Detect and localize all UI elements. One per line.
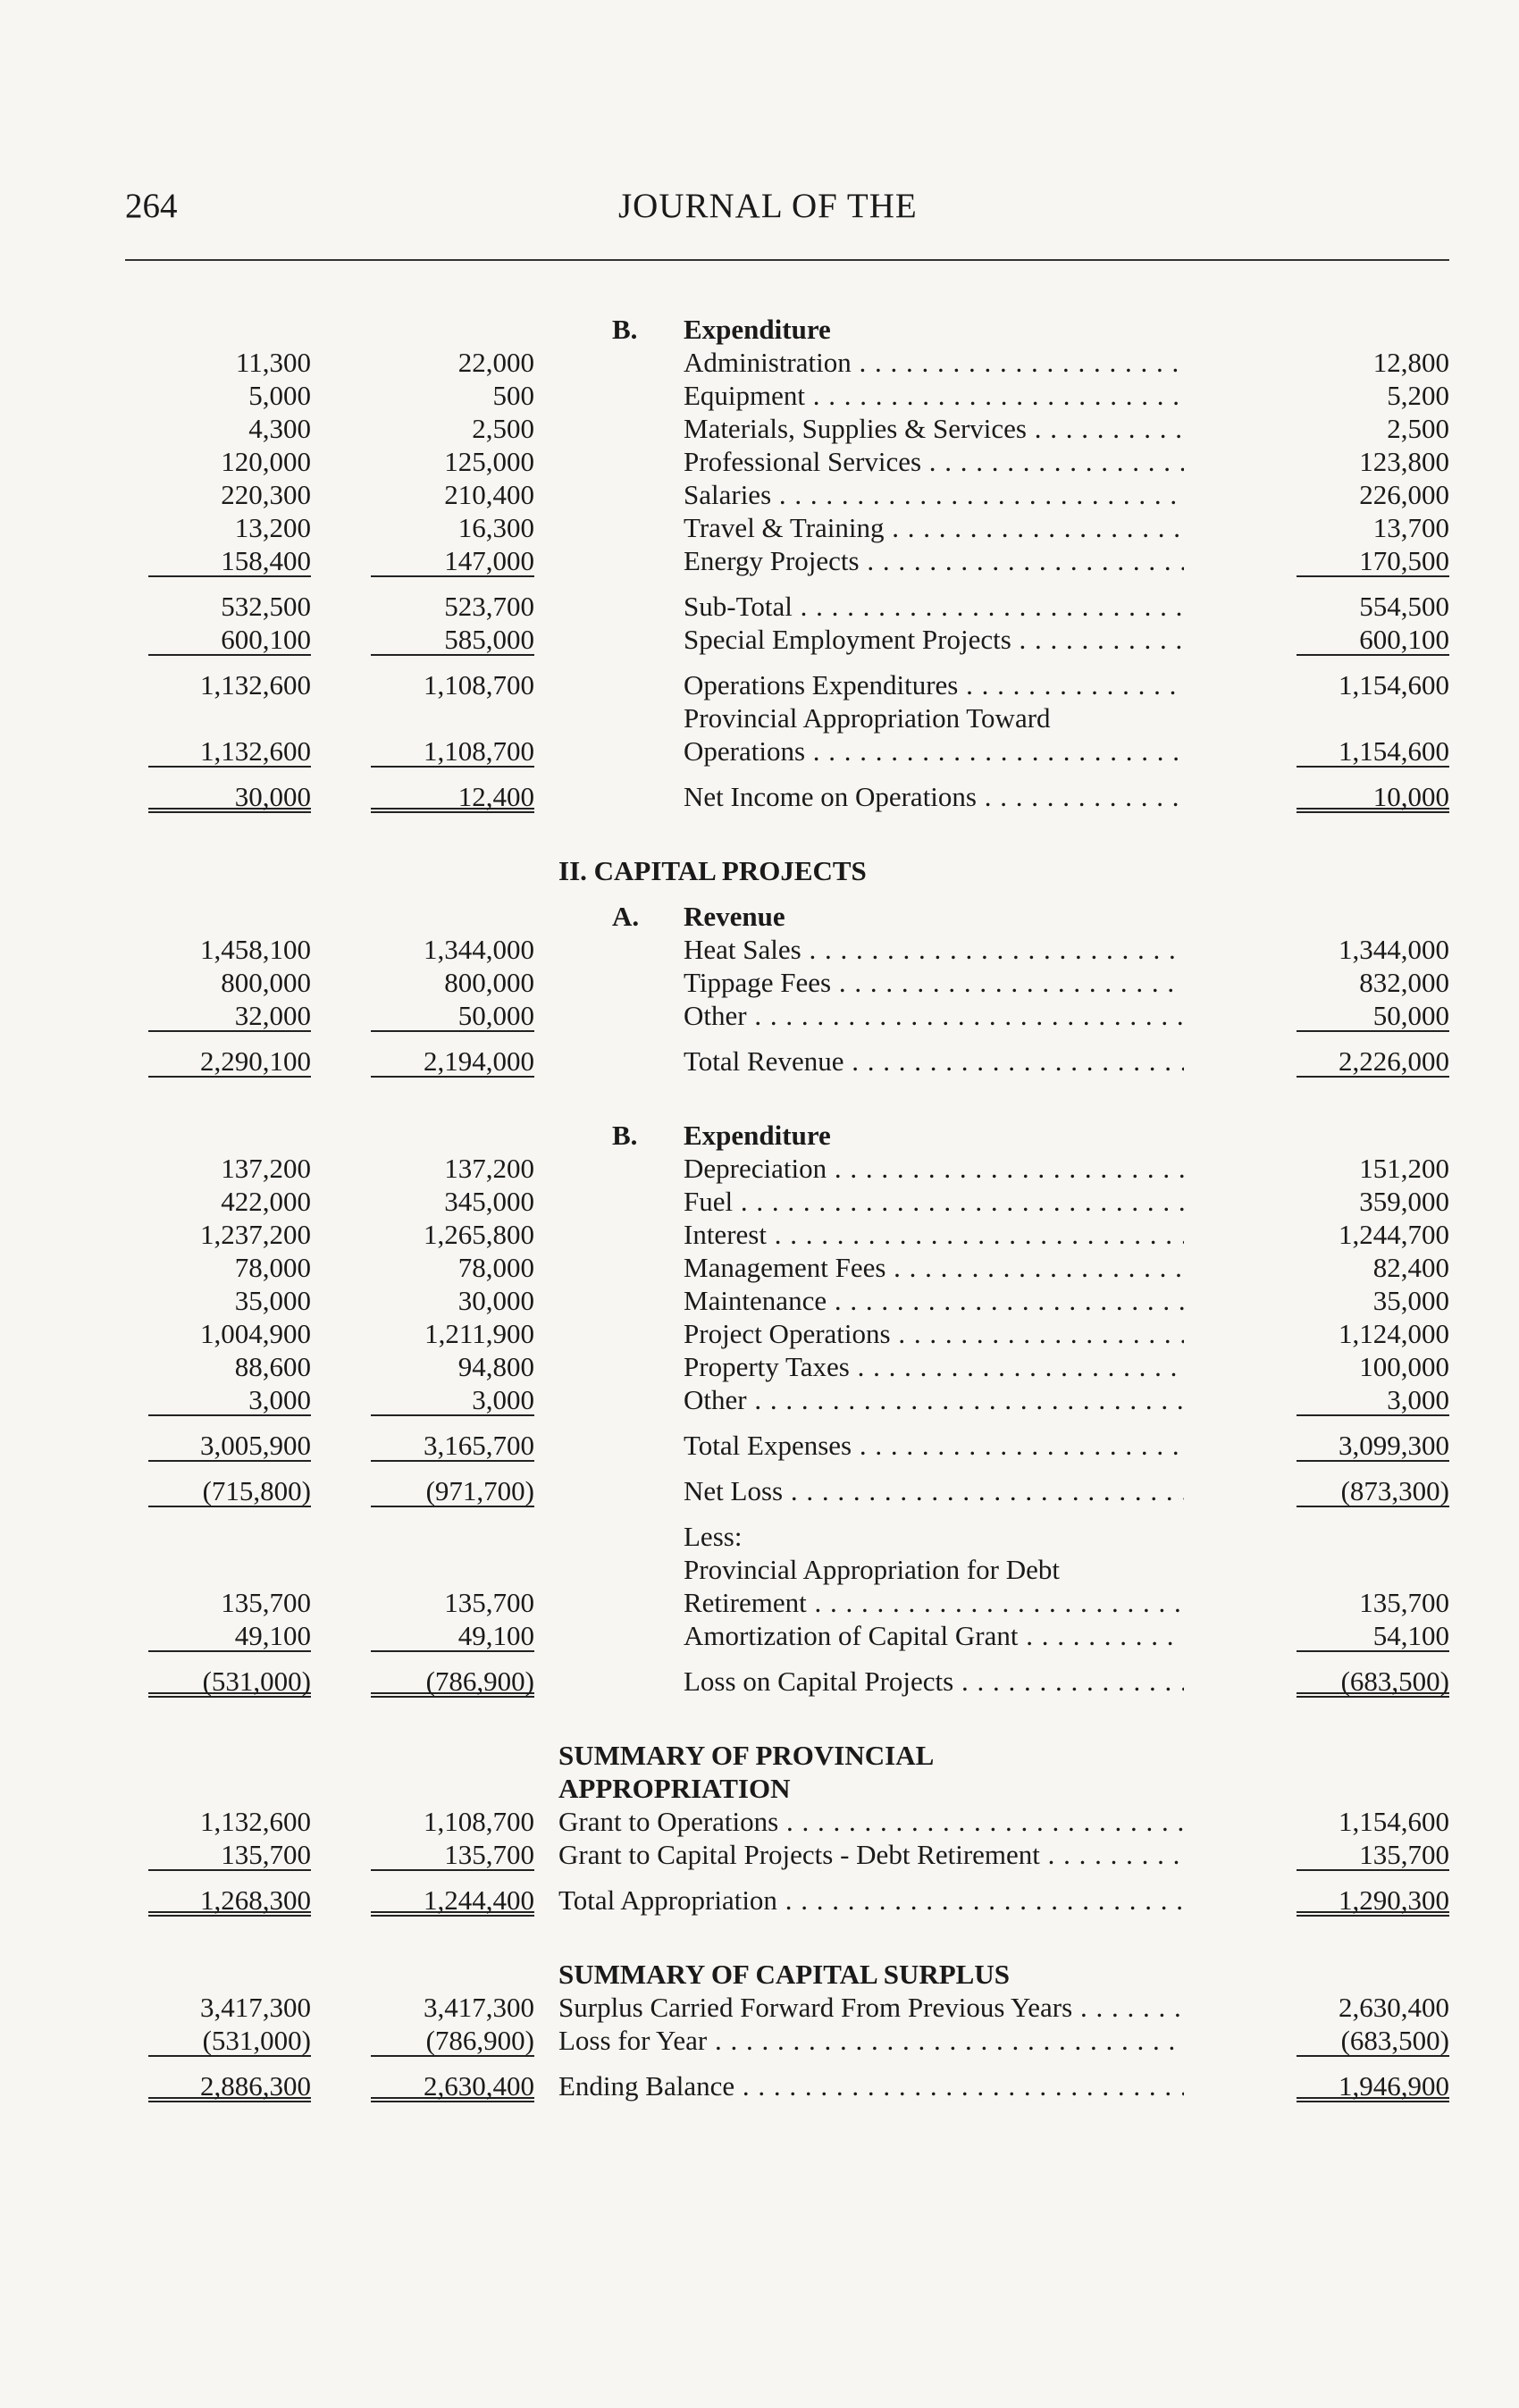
value-column-2: 135,700 <box>371 1838 534 1871</box>
value-column-1: 1,458,100 <box>200 934 311 965</box>
value-column-3: 170,500 <box>1297 544 1449 577</box>
value-column-2: 585,000 <box>371 623 534 656</box>
value-column-3: 1,154,600 <box>1339 1806 1449 1837</box>
line-label-text: Salaries . . . <box>684 478 1184 511</box>
value-column-2: 2,194,000 <box>371 1045 534 1078</box>
value-column-1: 4,300 <box>248 413 311 444</box>
line-label <box>684 478 1184 511</box>
statement-row <box>125 900 1449 933</box>
statement-row <box>125 590 1449 623</box>
line-label-text: Operations . . . <box>684 734 1184 768</box>
value-column-3: 151,200 <box>1359 1153 1449 1184</box>
line-label-text: Equipment . . . <box>684 379 1184 412</box>
line-label <box>684 544 1184 577</box>
line-label-text: Special Employment Projects . . . <box>684 623 1184 656</box>
section-heading: Revenue <box>684 901 785 932</box>
value-column-3: 2,630,400 <box>1339 1992 1449 2023</box>
row-spacer <box>125 1078 1449 1119</box>
line-label-text: Net Income on Operations . . . <box>684 780 1184 813</box>
statement-row <box>125 379 1449 412</box>
line-label-text: Energy Projects . . . <box>684 544 1184 577</box>
value-column-2: 2,500 <box>472 413 534 444</box>
line-label <box>558 1838 1184 1871</box>
value-column-1: 1,237,200 <box>200 1219 311 1250</box>
line-label <box>684 1317 1184 1350</box>
section-letter: B. <box>612 1120 638 1151</box>
value-column-2: 94,800 <box>457 1351 534 1382</box>
line-label <box>684 412 1184 445</box>
value-column-1: 532,500 <box>221 591 311 622</box>
value-column-2: 16,300 <box>457 512 534 543</box>
statement-row <box>125 623 1449 656</box>
statement-row <box>125 1772 1449 1805</box>
line-label-text: Travel & Training . . . <box>684 511 1184 544</box>
line-label <box>684 1185 1184 1218</box>
statement-row <box>125 1553 1449 1619</box>
statement-row <box>125 445 1449 478</box>
value-column-1: 1,004,900 <box>200 1318 311 1349</box>
statement-row <box>125 668 1449 701</box>
section-title: SUMMARY OF PROVINCIAL <box>558 1740 935 1771</box>
line-label-text: Maintenance . . . <box>684 1284 1184 1317</box>
line-label-text: Heat Sales . . . <box>684 933 1184 966</box>
statement-row <box>125 966 1449 999</box>
line-label <box>684 379 1184 412</box>
value-column-2: 523,700 <box>444 591 534 622</box>
row-spacer <box>125 1462 1449 1474</box>
line-label-text: Sub-Total . . . <box>684 590 1184 623</box>
value-column-3: 359,000 <box>1359 1186 1449 1217</box>
line-label <box>558 1805 1184 1838</box>
statement-row <box>125 1805 1449 1838</box>
value-column-3: 1,244,700 <box>1339 1219 1449 1250</box>
value-column-2: 49,100 <box>371 1619 534 1652</box>
value-column-3: 100,000 <box>1359 1351 1449 1382</box>
statement-row <box>125 1991 1449 2024</box>
line-label <box>558 2069 1184 2102</box>
value-column-3: 54,100 <box>1297 1619 1449 1652</box>
value-column-1: 1,268,300 <box>148 1884 311 1917</box>
line-label <box>684 1383 1184 1416</box>
line-label <box>684 346 1184 379</box>
value-column-3: 3,000 <box>1297 1383 1449 1416</box>
line-label <box>558 2024 1184 2057</box>
value-column-1: 11,300 <box>235 347 311 378</box>
row-spacer <box>125 1507 1449 1520</box>
line-label-text: Total Expenses . . . <box>684 1429 1184 1462</box>
value-column-3: 13,700 <box>1372 512 1449 543</box>
value-column-1: 13,200 <box>234 512 311 543</box>
statement-row <box>125 1838 1449 1871</box>
value-column-2: 1,265,800 <box>424 1219 534 1250</box>
line-label-text: Professional Services . . . <box>684 445 1184 478</box>
value-column-1: 1,132,600 <box>200 669 311 701</box>
line-label <box>684 1284 1184 1317</box>
line-label-text: Retirement . . . <box>684 1586 1184 1619</box>
line-label <box>684 1553 1184 1619</box>
statement-row <box>125 854 1449 887</box>
value-column-3: 5,200 <box>1387 380 1449 411</box>
statement-row <box>125 1317 1449 1350</box>
value-column-2: 135,700 <box>444 1587 534 1618</box>
line-label-text: Total Revenue . . . <box>684 1045 1184 1078</box>
statement-row <box>125 701 1449 768</box>
value-column-1: 49,100 <box>148 1619 311 1652</box>
line-label-first: Provincial Appropriation Toward <box>684 702 1051 734</box>
row-spacer <box>125 1698 1449 1739</box>
statement-row <box>125 1119 1449 1152</box>
value-column-1: 3,000 <box>148 1383 311 1416</box>
row-spacer <box>125 1871 1449 1884</box>
statement-row <box>125 412 1449 445</box>
statement-row <box>125 999 1449 1032</box>
value-column-1: 88,600 <box>234 1351 311 1382</box>
financial-statement <box>125 313 1449 2102</box>
section-title: II. CAPITAL PROJECTS <box>558 855 867 886</box>
value-column-2: 22,000 <box>457 347 534 378</box>
value-column-1: 3,417,300 <box>200 1992 311 2023</box>
statement-row <box>125 780 1449 813</box>
statement-row <box>125 2024 1449 2057</box>
value-column-2: 2,630,400 <box>371 2069 534 2102</box>
value-column-2: 12,400 <box>371 780 534 813</box>
line-label-text: Grant to Operations . . . <box>558 1805 1184 1838</box>
value-column-1: 220,300 <box>221 479 311 510</box>
value-column-2: 3,165,700 <box>371 1429 534 1462</box>
statement-row <box>125 1739 1449 1772</box>
value-column-3: 3,099,300 <box>1297 1429 1449 1462</box>
statement-row <box>125 1520 1449 1553</box>
value-column-2: 1,108,700 <box>424 1806 534 1837</box>
value-column-3: 135,700 <box>1297 1838 1449 1871</box>
line-label-text: Management Fees . . . <box>684 1251 1184 1284</box>
statement-row <box>125 511 1449 544</box>
section-title: SUMMARY OF CAPITAL SURPLUS <box>558 1959 1010 1990</box>
value-column-1: 600,100 <box>148 623 311 656</box>
value-column-1: 78,000 <box>234 1252 311 1283</box>
value-column-1: 30,000 <box>148 780 311 813</box>
value-column-2: 50,000 <box>371 999 534 1032</box>
statement-row <box>125 1619 1449 1652</box>
line-label <box>684 1251 1184 1284</box>
statement-row <box>125 933 1449 966</box>
value-column-2: 1,108,700 <box>424 669 534 701</box>
statement-row <box>125 313 1449 346</box>
value-column-3: 2,500 <box>1387 413 1449 444</box>
value-column-3: 226,000 <box>1359 479 1449 510</box>
value-column-3: 10,000 <box>1297 780 1449 813</box>
value-column-1: 2,886,300 <box>148 2069 311 2102</box>
section-letter: B. <box>612 314 638 345</box>
value-column-2: 137,200 <box>444 1153 534 1184</box>
value-column-3: 50,000 <box>1297 999 1449 1032</box>
line-label-text: Fuel . . . <box>684 1185 1184 1218</box>
row-spacer <box>125 1652 1449 1665</box>
value-column-1: (531,000) <box>148 2024 311 2057</box>
line-label-text: Administration . . . <box>684 346 1184 379</box>
line-label <box>684 966 1184 999</box>
value-column-1: (715,800) <box>148 1474 311 1507</box>
line-label-text: Amortization of Capital Grant . . . <box>684 1619 1184 1652</box>
line-label-text: Project Operations . . . <box>684 1317 1184 1350</box>
statement-row <box>125 1429 1449 1462</box>
value-column-1: 3,005,900 <box>148 1429 311 1462</box>
value-column-1: 135,700 <box>221 1587 311 1618</box>
value-column-3: (683,500) <box>1297 2024 1449 2057</box>
row-spacer <box>125 577 1449 590</box>
row-spacer <box>125 1032 1449 1045</box>
value-column-3: 35,000 <box>1372 1285 1449 1316</box>
value-column-1: 137,200 <box>221 1153 311 1184</box>
line-label <box>684 511 1184 544</box>
value-column-2: 3,417,300 <box>424 1992 534 2023</box>
value-column-1: 35,000 <box>234 1285 311 1316</box>
row-spacer <box>125 1917 1449 1958</box>
value-column-2: 1,211,900 <box>424 1318 534 1349</box>
running-head: JOURNAL OF THE <box>618 187 918 225</box>
header-rule <box>125 259 1449 261</box>
value-column-1: 158,400 <box>148 544 311 577</box>
section-title: APPROPRIATION <box>558 1773 791 1804</box>
statement-row <box>125 2069 1449 2102</box>
line-label-text: Surplus Carried Forward From Previous Years . . . <box>558 1991 1184 2024</box>
value-column-3: 12,800 <box>1372 347 1449 378</box>
value-column-2: 210,400 <box>444 479 534 510</box>
line-label <box>684 1429 1184 1462</box>
line-label-text: Property Taxes . . . <box>684 1350 1184 1383</box>
value-column-3: 123,800 <box>1359 446 1449 477</box>
line-label-text: Operations Expenditures . . . <box>684 668 1184 701</box>
row-spacer <box>125 2057 1449 2069</box>
line-label <box>684 780 1184 813</box>
statement-row <box>125 346 1449 379</box>
value-column-1: 135,700 <box>148 1838 311 1871</box>
line-label: Less: <box>684 1521 743 1552</box>
statement-row <box>125 1665 1449 1698</box>
value-column-3: 1,290,300 <box>1297 1884 1449 1917</box>
section-heading: Expenditure <box>684 1120 831 1151</box>
line-label <box>684 701 1184 768</box>
line-label-text: Other . . . <box>684 999 1184 1032</box>
value-column-2: 30,000 <box>457 1285 534 1316</box>
statement-row <box>125 1350 1449 1383</box>
statement-row <box>125 1218 1449 1251</box>
line-label <box>684 668 1184 701</box>
line-label-text: Materials, Supplies & Services . . . <box>684 412 1184 445</box>
value-column-1: 422,000 <box>221 1186 311 1217</box>
section-heading: Expenditure <box>684 314 831 345</box>
value-column-2: 3,000 <box>371 1383 534 1416</box>
statement-row <box>125 1474 1449 1507</box>
value-column-3: 832,000 <box>1359 967 1449 998</box>
value-column-2: (786,900) <box>371 2024 534 2057</box>
line-label <box>684 933 1184 966</box>
line-label-text: Loss on Capital Projects . . . <box>684 1665 1184 1698</box>
value-column-3: (873,300) <box>1297 1474 1449 1507</box>
section-letter: A. <box>612 901 640 932</box>
statement-row <box>125 1251 1449 1284</box>
line-label <box>684 1152 1184 1185</box>
value-column-3: 2,226,000 <box>1297 1045 1449 1078</box>
line-label-text: Net Loss . . . <box>684 1474 1184 1507</box>
line-label-text: Ending Balance . . . <box>558 2069 1184 2102</box>
value-column-1: 120,000 <box>221 446 311 477</box>
statement-row <box>125 1284 1449 1317</box>
line-label-text: Tippage Fees . . . <box>684 966 1184 999</box>
row-spacer <box>125 813 1449 854</box>
value-column-2: 1,344,000 <box>424 934 534 965</box>
value-column-1: 800,000 <box>221 967 311 998</box>
line-label <box>558 1884 1184 1917</box>
line-label-text: Interest . . . <box>684 1218 1184 1251</box>
row-spacer <box>125 1416 1449 1429</box>
row-spacer <box>125 768 1449 780</box>
value-column-3: 1,154,600 <box>1297 734 1449 768</box>
value-column-2: 1,244,400 <box>371 1884 534 1917</box>
value-column-3: 1,124,000 <box>1339 1318 1449 1349</box>
row-spacer <box>125 887 1449 900</box>
line-label <box>684 999 1184 1032</box>
line-label-text: Other . . . <box>684 1383 1184 1416</box>
statement-row <box>125 1383 1449 1416</box>
value-column-1: 2,290,100 <box>148 1045 311 1078</box>
value-column-2: 800,000 <box>444 967 534 998</box>
line-label <box>684 1619 1184 1652</box>
value-column-3: 1,344,000 <box>1339 934 1449 965</box>
value-column-3: 1,154,600 <box>1339 669 1449 701</box>
row-spacer <box>125 656 1449 668</box>
line-label <box>684 1218 1184 1251</box>
line-label-text: Depreciation . . . <box>684 1152 1184 1185</box>
line-label <box>558 1991 1184 2024</box>
value-column-2: 78,000 <box>457 1252 534 1283</box>
value-column-3: 135,700 <box>1359 1587 1449 1618</box>
value-column-2: 1,108,700 <box>371 734 534 768</box>
value-column-1: (531,000) <box>148 1665 311 1698</box>
statement-row <box>125 1884 1449 1917</box>
line-label <box>684 623 1184 656</box>
statement-row <box>125 1185 1449 1218</box>
value-column-3: 600,100 <box>1297 623 1449 656</box>
line-label <box>684 1350 1184 1383</box>
line-label <box>684 1665 1184 1698</box>
value-column-1: 5,000 <box>248 380 311 411</box>
statement-row <box>125 1045 1449 1078</box>
value-column-2: (971,700) <box>371 1474 534 1507</box>
line-label-text: Total Appropriation . . . <box>558 1884 1184 1917</box>
line-label-first: Provincial Appropriation for Debt <box>684 1554 1060 1585</box>
line-label-text: Loss for Year . . . <box>558 2024 1184 2057</box>
value-column-3: (683,500) <box>1297 1665 1449 1698</box>
value-column-3: 554,500 <box>1359 591 1449 622</box>
value-column-1: 1,132,600 <box>148 734 311 768</box>
statement-row <box>125 544 1449 577</box>
statement-row <box>125 1152 1449 1185</box>
value-column-3: 82,400 <box>1372 1252 1449 1283</box>
value-column-2: 147,000 <box>371 544 534 577</box>
statement-row <box>125 478 1449 511</box>
page-number: 264 <box>125 187 178 225</box>
value-column-2: 125,000 <box>444 446 534 477</box>
statement-row <box>125 1958 1449 1991</box>
line-label-text: Grant to Capital Projects - Debt Retirement . . . <box>558 1838 1184 1871</box>
value-column-1: 32,000 <box>148 999 311 1032</box>
value-column-3: 1,946,900 <box>1297 2069 1449 2102</box>
value-column-2: 500 <box>492 380 534 411</box>
value-column-2: 345,000 <box>444 1186 534 1217</box>
line-label <box>684 590 1184 623</box>
line-label <box>684 1045 1184 1078</box>
value-column-2: (786,900) <box>371 1665 534 1698</box>
line-label <box>684 445 1184 478</box>
line-label <box>684 1474 1184 1507</box>
value-column-1: 1,132,600 <box>200 1806 311 1837</box>
